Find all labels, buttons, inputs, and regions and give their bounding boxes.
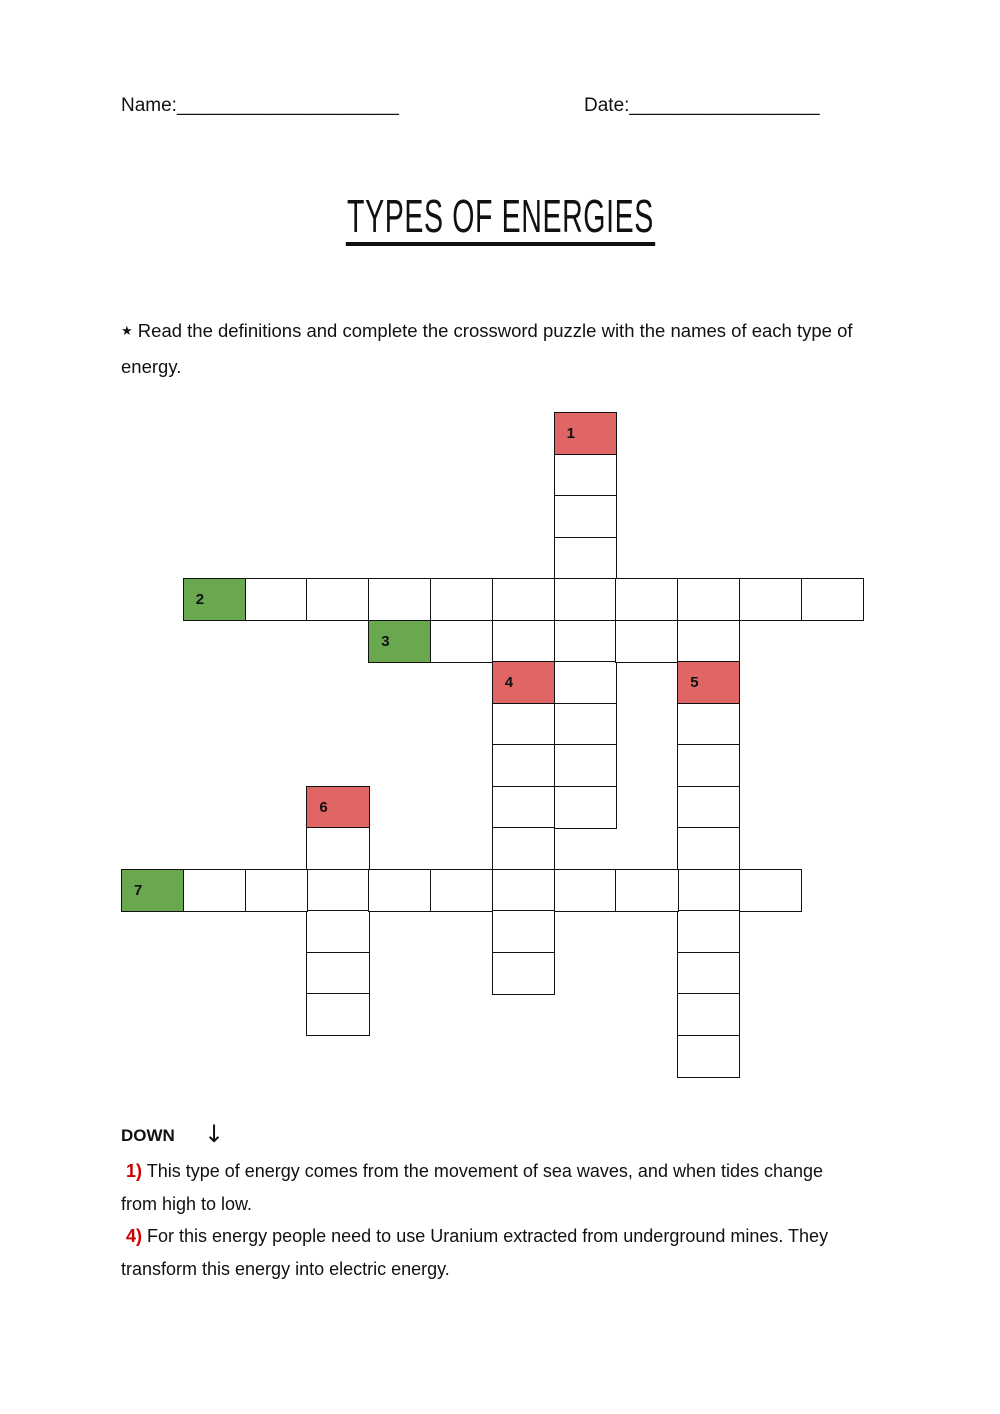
crossword-start-cell-1[interactable] (554, 412, 617, 455)
clue-text: This type of energy comes from the movement of sea waves, and when tides change from high to low. (121, 1161, 824, 1214)
crossword-cell[interactable] (245, 869, 308, 912)
clue-number-label: 5 (690, 674, 699, 691)
crossword-cell[interactable] (554, 744, 617, 787)
down-clue-1 (121, 1155, 861, 1221)
crossword-cell[interactable] (677, 620, 740, 663)
clue-number-label: 6 (319, 798, 328, 816)
crossword-cell[interactable] (554, 786, 617, 829)
clue-number: 1) (126, 1161, 143, 1181)
crossword-cell[interactable] (245, 578, 308, 621)
clue-number-label: 7 (134, 881, 143, 899)
crossword-cell[interactable] (554, 661, 617, 704)
crossword-cell[interactable] (368, 578, 431, 621)
crossword-cell[interactable] (554, 620, 617, 663)
crossword-cell[interactable] (306, 993, 369, 1036)
crossword-cell[interactable] (677, 1035, 740, 1078)
crossword-cell[interactable] (492, 786, 555, 829)
page-title-container (0, 190, 1000, 246)
down-clue-4 (121, 1220, 861, 1286)
clue-number-label: 3 (381, 632, 390, 650)
crossword-cell[interactable] (554, 537, 617, 580)
crossword-cell[interactable] (492, 744, 555, 787)
crossword-cell[interactable] (492, 952, 555, 995)
crossword-start-cell-6[interactable] (306, 786, 369, 829)
crossword-cell[interactable] (492, 869, 555, 912)
crossword-cell[interactable] (677, 952, 740, 995)
crossword-cell[interactable] (554, 578, 617, 621)
crossword-cell[interactable] (430, 869, 493, 912)
crossword-cell[interactable] (492, 620, 555, 663)
clue-number-label: 1 (566, 425, 575, 442)
crossword-cell[interactable] (677, 786, 740, 829)
crossword-cell[interactable] (306, 910, 369, 953)
crossword-cell[interactable] (306, 869, 369, 912)
crossword-start-cell-5[interactable] (677, 661, 740, 704)
crossword-cell[interactable] (615, 869, 678, 912)
name-field-label: Name:_____________________ (121, 95, 399, 116)
crossword-cell[interactable] (677, 869, 740, 912)
crossword-cell[interactable] (306, 827, 369, 870)
crossword-cell[interactable] (554, 703, 617, 746)
crossword-start-cell-4[interactable] (492, 661, 555, 704)
crossword-cell[interactable] (677, 744, 740, 787)
crossword-cell[interactable] (615, 620, 678, 663)
crossword-cell[interactable] (677, 827, 740, 870)
instructions-text: Read the definitions and complete the crossword puzzle with the names of each type of energy. (121, 320, 853, 377)
crossword-cell[interactable] (801, 578, 864, 621)
clue-number: 4) (126, 1226, 143, 1246)
clue-number-label: 2 (195, 591, 205, 608)
instructions (121, 313, 881, 385)
crossword-cell[interactable] (554, 869, 617, 912)
crossword-cell[interactable] (492, 703, 555, 746)
crossword-cell[interactable] (739, 578, 802, 621)
crossword-cell[interactable] (554, 454, 617, 497)
crossword-cell[interactable] (492, 910, 555, 953)
crossword-cell[interactable] (615, 578, 678, 621)
crossword-cell[interactable] (492, 578, 555, 621)
page-title: TYPES OF ENERGIES (345, 190, 654, 246)
crossword-cell[interactable] (677, 993, 740, 1036)
crossword-start-cell-7[interactable] (121, 869, 184, 912)
crossword-cell[interactable] (677, 578, 740, 621)
crossword-cell[interactable] (554, 495, 617, 538)
down-arrow-icon: ↓ (204, 1120, 225, 1148)
date-field-label: Date:__________________ (584, 95, 820, 116)
crossword-cell[interactable] (306, 578, 369, 621)
crossword-cell[interactable] (677, 910, 740, 953)
crossword-cell[interactable] (368, 869, 431, 912)
crossword-cell[interactable] (306, 952, 369, 995)
clue-number-label: 4 (504, 674, 514, 691)
crossword-start-cell-2[interactable] (183, 578, 246, 621)
down-heading: DOWN (121, 1126, 175, 1145)
crossword-cell[interactable] (739, 869, 802, 912)
star-icon: ★ (121, 323, 133, 338)
crossword-cell[interactable] (430, 620, 493, 663)
crossword-cell[interactable] (183, 869, 246, 912)
crossword-cell[interactable] (677, 703, 740, 746)
crossword-cell[interactable] (430, 578, 493, 621)
clue-text: For this energy people need to use Uranium extracted from underground mines. They transform this energy into electric energy. (121, 1226, 829, 1279)
crossword-cell[interactable] (492, 827, 555, 870)
crossword-start-cell-3[interactable] (368, 620, 431, 663)
